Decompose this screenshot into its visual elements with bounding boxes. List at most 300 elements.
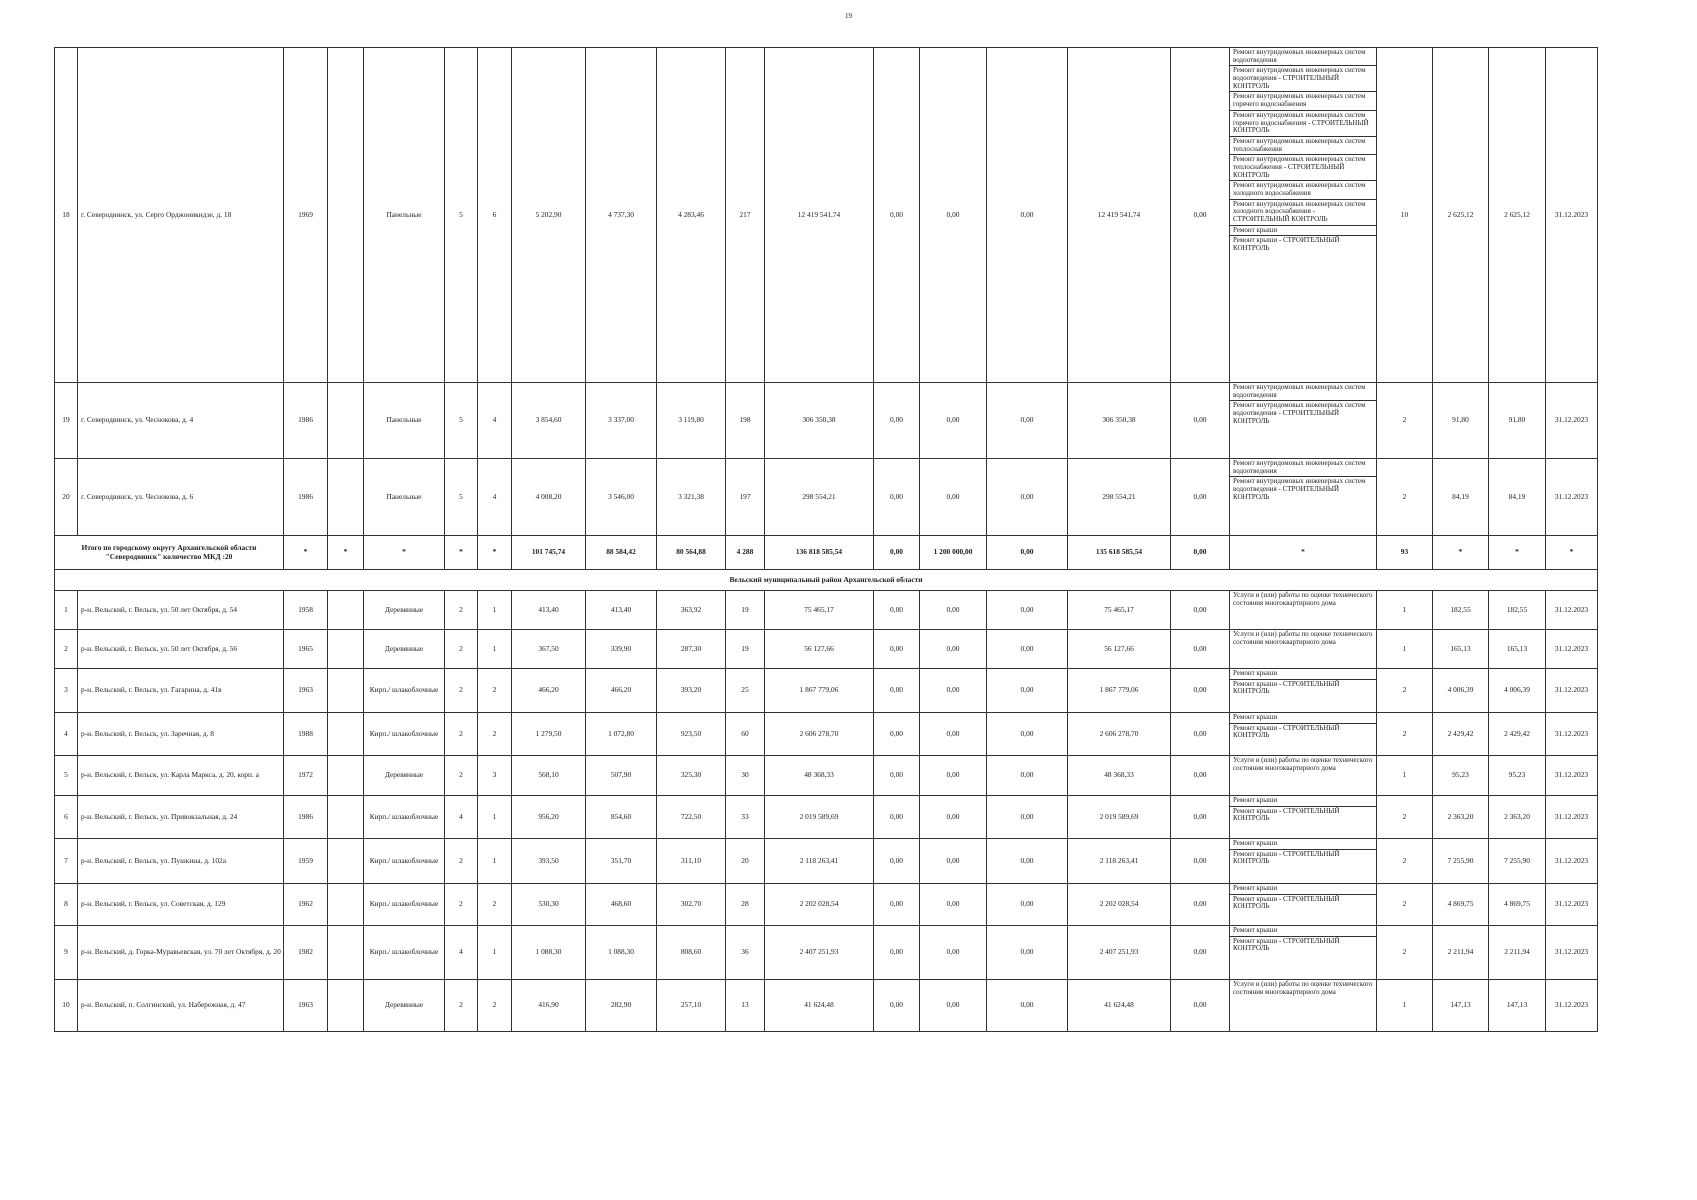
work-item: Ремонт внутридомовых инженерных систем водоотведения <box>1230 48 1376 66</box>
cost-limit-cell: 7 255,90 <box>1489 839 1546 884</box>
total-works: * <box>1230 536 1377 570</box>
area-total-cell: 413,40 <box>512 591 586 630</box>
address-cell: р-н. Вельский, г. Вельск, ул. Гагарина, д. 41в <box>78 669 284 713</box>
fund-4-cell: 41 624,48 <box>1068 980 1171 1032</box>
table-row <box>55 48 1598 383</box>
floors-cell: 2 <box>445 756 478 796</box>
work-item: Ремонт крыши - СТРОИТЕЛЬНЫЙ КОНТРОЛЬ <box>1233 236 1340 253</box>
cost-limit-cell: 147,13 <box>1489 980 1546 1032</box>
fund-2-cell: 0,00 <box>920 459 987 536</box>
deadline-cell: 31.12.2023 <box>1546 383 1598 459</box>
work-item: Ремонт внутридомовых инженерных систем водоотведения <box>1230 459 1376 477</box>
page-number: 19 <box>845 12 852 20</box>
cost-per-sqm-cell: 4 869,75 <box>1433 884 1489 926</box>
wall-material-cell: Кирп./ шлакоблочные <box>364 669 445 713</box>
area-residential-cell: 393,20 <box>657 669 726 713</box>
row-number-cell: 4 <box>55 713 78 756</box>
residents-cell: 33 <box>726 796 765 839</box>
floors-cell: 5 <box>445 48 478 383</box>
deadline-cell: 31.12.2023 <box>1546 669 1598 713</box>
deadline-cell: 31.12.2023 <box>1546 884 1598 926</box>
table-row <box>55 980 1598 1032</box>
works-count-cell: 1 <box>1377 980 1433 1032</box>
row-number-cell: 7 <box>55 839 78 884</box>
area-living-cell: 413,40 <box>586 591 657 630</box>
area-residential-cell: 4 283,46 <box>657 48 726 383</box>
floors-cell: 2 <box>445 591 478 630</box>
wall-material-cell: Деревянные <box>364 591 445 630</box>
entrances-cell: 1 <box>478 591 512 630</box>
residents-cell: 28 <box>726 884 765 926</box>
works-list-cell <box>1230 796 1377 839</box>
area-residential-cell: 3 119,80 <box>657 383 726 459</box>
year-built-cell: 1986 <box>284 459 328 536</box>
address-cell: р-н. Вельский, г. Вельск, ул. Советская, д. 129 <box>78 884 284 926</box>
works-list-cell <box>1230 669 1377 713</box>
entrances-cell: 2 <box>478 884 512 926</box>
fund-5-cell: 0,00 <box>1171 48 1230 383</box>
work-item: Ремонт крыши <box>1230 839 1376 850</box>
fund-2-cell: 0,00 <box>920 796 987 839</box>
cost-limit-cell: 165,13 <box>1489 630 1546 669</box>
entrances-cell: 1 <box>478 796 512 839</box>
work-item: Ремонт внутридомовых инженерных систем теплоснабжения <box>1230 137 1376 155</box>
work-item: Ремонт крыши - СТРОИТЕЛЬНЫЙ КОНТРОЛЬ <box>1233 849 1340 866</box>
residents-cell: 20 <box>726 839 765 884</box>
fund-1-cell: 0,00 <box>874 796 920 839</box>
deadline-cell: 31.12.2023 <box>1546 796 1598 839</box>
works-list-cell <box>1230 713 1377 756</box>
area-residential-cell: 923,50 <box>657 713 726 756</box>
blank-cell <box>328 591 364 630</box>
work-item: Ремонт внутридомовых инженерных систем водоотведения - СТРОИТЕЛЬНЫЙ КОНТРОЛЬ <box>1233 401 1366 425</box>
fund-1-cell: 0,00 <box>874 591 920 630</box>
works-list-cell <box>1230 630 1377 669</box>
work-item: Ремонт крыши <box>1230 884 1376 895</box>
work-item: Ремонт крыши <box>1230 226 1376 237</box>
deadline-cell: 31.12.2023 <box>1546 839 1598 884</box>
row-number-cell: 8 <box>55 884 78 926</box>
row-number-cell: 18 <box>55 48 78 383</box>
work-item: Услуги и (или) работы по оценке технического состояния многоквартирного дома <box>1233 980 1373 996</box>
fund-2-cell: 0,00 <box>920 591 987 630</box>
cost-limit-cell: 2 211,94 <box>1489 926 1546 980</box>
area-total-cell: 5 202,90 <box>512 48 586 383</box>
total-f5: 0,00 <box>1171 536 1230 570</box>
floors-cell: 4 <box>445 796 478 839</box>
work-item: Ремонт крыши - СТРОИТЕЛЬНЫЙ КОНТРОЛЬ <box>1233 679 1340 696</box>
table-row <box>55 756 1598 796</box>
fund-3-cell: 0,00 <box>987 796 1068 839</box>
cost-per-sqm-cell: 2 211,94 <box>1433 926 1489 980</box>
fund-5-cell: 0,00 <box>1171 459 1230 536</box>
fund-4-cell: 48 368,33 <box>1068 756 1171 796</box>
total-residents: 4 288 <box>726 536 765 570</box>
works-count-cell: 2 <box>1377 669 1433 713</box>
cost-total-cell: 1 867 779,06 <box>765 669 874 713</box>
area-residential-cell: 363,92 <box>657 591 726 630</box>
cost-per-sqm-cell: 147,13 <box>1433 980 1489 1032</box>
table-row <box>55 630 1598 669</box>
table-row <box>55 884 1598 926</box>
area-total-cell: 393,50 <box>512 839 586 884</box>
fund-2-cell: 0,00 <box>920 756 987 796</box>
entrances-cell: 1 <box>478 926 512 980</box>
fund-3-cell: 0,00 <box>987 48 1068 383</box>
total-row <box>55 536 1598 570</box>
total-area-total: 101 745,74 <box>512 536 586 570</box>
deadline-cell: 31.12.2023 <box>1546 756 1598 796</box>
table-row <box>55 926 1598 980</box>
floors-cell: 2 <box>445 713 478 756</box>
entrances-cell: 3 <box>478 756 512 796</box>
year-built-cell: 1982 <box>284 926 328 980</box>
cost-total-cell: 56 127,66 <box>765 630 874 669</box>
cost-per-sqm-cell: 84,19 <box>1433 459 1489 536</box>
fund-3-cell: 0,00 <box>987 884 1068 926</box>
address-cell: г. Северодвинск, ул. Серго Орджоникидзе, д. 18 <box>78 48 284 383</box>
residents-cell: 13 <box>726 980 765 1032</box>
blank-cell <box>328 756 364 796</box>
fund-3-cell: 0,00 <box>987 669 1068 713</box>
residents-cell: 25 <box>726 669 765 713</box>
fund-4-cell: 56 127,66 <box>1068 630 1171 669</box>
year-built-cell: 1986 <box>284 796 328 839</box>
work-item: Ремонт внутридомовых инженерных систем водоотведения <box>1230 383 1376 401</box>
area-living-cell: 468,60 <box>586 884 657 926</box>
cost-limit-cell: 2 429,42 <box>1489 713 1546 756</box>
floors-cell: 4 <box>445 926 478 980</box>
area-total-cell: 466,20 <box>512 669 586 713</box>
fund-5-cell: 0,00 <box>1171 630 1230 669</box>
works-list-cell <box>1230 756 1377 796</box>
cost-total-cell: 2 118 263,41 <box>765 839 874 884</box>
area-total-cell: 956,20 <box>512 796 586 839</box>
cost-total-cell: 2 202 028,54 <box>765 884 874 926</box>
works-list-cell <box>1230 591 1377 630</box>
fund-5-cell: 0,00 <box>1171 980 1230 1032</box>
fund-4-cell: 298 554,21 <box>1068 459 1171 536</box>
cost-per-sqm-cell: 2 625,12 <box>1433 48 1489 383</box>
work-item: Ремонт внутридомовых инженерных систем холодного водоснабжения <box>1230 181 1376 199</box>
works-count-cell: 2 <box>1377 383 1433 459</box>
wall-material-cell: Кирп./ шлакоблочные <box>364 926 445 980</box>
blank-cell <box>328 630 364 669</box>
cost-total-cell: 2 019 589,69 <box>765 796 874 839</box>
floors-cell: 5 <box>445 459 478 536</box>
floors-cell: 2 <box>445 839 478 884</box>
area-total-cell: 568,10 <box>512 756 586 796</box>
fund-1-cell: 0,00 <box>874 669 920 713</box>
entrances-cell: 6 <box>478 48 512 383</box>
work-item: Ремонт внутридомовых инженерных систем водоотведения - СТРОИТЕЛЬНЫЙ КОНТРОЛЬ <box>1230 66 1376 92</box>
row-number-cell: 10 <box>55 980 78 1032</box>
area-residential-cell: 3 321,38 <box>657 459 726 536</box>
area-living-cell: 351,70 <box>586 839 657 884</box>
entrances-cell: 2 <box>478 980 512 1032</box>
deadline-cell: 31.12.2023 <box>1546 926 1598 980</box>
address-cell: г. Северодвинск, ул. Чеснокова, д. 4 <box>78 383 284 459</box>
total-c1: * <box>1433 536 1489 570</box>
cost-total-cell: 75 465,17 <box>765 591 874 630</box>
year-built-cell: 1965 <box>284 630 328 669</box>
total-cost: 136 818 585,54 <box>765 536 874 570</box>
entrances-cell: 4 <box>478 383 512 459</box>
works-list-cell <box>1230 459 1377 536</box>
area-total-cell: 4 008,20 <box>512 459 586 536</box>
fund-3-cell: 0,00 <box>987 926 1068 980</box>
fund-2-cell: 0,00 <box>920 630 987 669</box>
cost-limit-cell: 4 006,39 <box>1489 669 1546 713</box>
work-item: Ремонт крыши <box>1230 926 1376 937</box>
section-header-row <box>55 570 1598 591</box>
table-row <box>55 591 1598 630</box>
fund-1-cell: 0,00 <box>874 713 920 756</box>
wall-material-cell: Деревянные <box>364 980 445 1032</box>
fund-3-cell: 0,00 <box>987 713 1068 756</box>
cost-limit-cell: 2 363,20 <box>1489 796 1546 839</box>
floors-cell: 2 <box>445 630 478 669</box>
row-number-cell: 19 <box>55 383 78 459</box>
fund-5-cell: 0,00 <box>1171 383 1230 459</box>
area-total-cell: 367,50 <box>512 630 586 669</box>
work-item: Ремонт крыши <box>1230 669 1376 680</box>
table-row <box>55 713 1598 756</box>
area-residential-cell: 287,30 <box>657 630 726 669</box>
works-count-cell: 2 <box>1377 884 1433 926</box>
blank-cell <box>328 713 364 756</box>
table-row <box>55 669 1598 713</box>
fund-4-cell: 2 118 263,41 <box>1068 839 1171 884</box>
table-row <box>55 459 1598 536</box>
row-number-cell: 9 <box>55 926 78 980</box>
address-cell: р-н. Вельский, г. Вельск, ул. Карла Маркса, д. 20, корп. а <box>78 756 284 796</box>
fund-4-cell: 12 419 541,74 <box>1068 48 1171 383</box>
row-number-cell: 5 <box>55 756 78 796</box>
area-total-cell: 3 854,60 <box>512 383 586 459</box>
year-built-cell: 1962 <box>284 884 328 926</box>
cost-limit-cell: 182,55 <box>1489 591 1546 630</box>
fund-1-cell: 0,00 <box>874 383 920 459</box>
residents-cell: 36 <box>726 926 765 980</box>
address-cell: р-н. Вельский, г. Вельск, ул. Привокзальная, д. 24 <box>78 796 284 839</box>
year-built-cell: 1969 <box>284 48 328 383</box>
area-living-cell: 3 546,00 <box>586 459 657 536</box>
entrances-cell: 1 <box>478 630 512 669</box>
works-count-cell: 2 <box>1377 796 1433 839</box>
total-c2: * <box>1489 536 1546 570</box>
fund-1-cell: 0,00 <box>874 926 920 980</box>
repair-program-table <box>54 47 1598 1032</box>
works-list-cell <box>1230 980 1377 1032</box>
works-count-cell: 1 <box>1377 630 1433 669</box>
residents-cell: 60 <box>726 713 765 756</box>
cost-total-cell: 298 554,21 <box>765 459 874 536</box>
cost-per-sqm-cell: 2 429,42 <box>1433 713 1489 756</box>
table-row <box>55 796 1598 839</box>
floors-cell: 2 <box>445 980 478 1032</box>
cost-per-sqm-cell: 2 363,20 <box>1433 796 1489 839</box>
cost-per-sqm-cell: 7 255,90 <box>1433 839 1489 884</box>
floors-cell: 2 <box>445 669 478 713</box>
wall-material-cell: Деревянные <box>364 630 445 669</box>
work-item: Ремонт внутридомовых инженерных систем горячего водоснабжения - СТРОИТЕЛЬНЫЙ КОНТРОЛЬ <box>1230 111 1376 137</box>
deadline-cell: 31.12.2023 <box>1546 630 1598 669</box>
address-cell: р-н. Вельский, п. Солгинский, ул. Набережная, д. 47 <box>78 980 284 1032</box>
area-living-cell: 3 337,00 <box>586 383 657 459</box>
wall-material-cell: Панельные <box>364 459 445 536</box>
fund-1-cell: 0,00 <box>874 630 920 669</box>
area-total-cell: 1 279,50 <box>512 713 586 756</box>
address-cell: г. Северодвинск, ул. Чеснокова, д. 6 <box>78 459 284 536</box>
entrances-cell: 1 <box>478 839 512 884</box>
residents-cell: 197 <box>726 459 765 536</box>
work-item: Ремонт внутридомовых инженерных систем водоотведения - СТРОИТЕЛЬНЫЙ КОНТРОЛЬ <box>1233 477 1366 501</box>
works-count-cell: 1 <box>1377 591 1433 630</box>
works-list-cell <box>1230 926 1377 980</box>
area-residential-cell: 302,70 <box>657 884 726 926</box>
fund-4-cell: 2 407 251,93 <box>1068 926 1171 980</box>
cost-per-sqm-cell: 91,80 <box>1433 383 1489 459</box>
fund-4-cell: 1 867 779,06 <box>1068 669 1171 713</box>
area-residential-cell: 325,30 <box>657 756 726 796</box>
address-cell: р-н. Вельский, д. Горка-Муравьевская, ул. 70 лет Октября, д. 20 <box>78 926 284 980</box>
work-item: Услуги и (или) работы по оценке технического состояния многоквартирного дома <box>1233 630 1373 646</box>
area-living-cell: 282,90 <box>586 980 657 1032</box>
total-area-res: 80 564,88 <box>657 536 726 570</box>
cost-limit-cell: 4 869,75 <box>1489 884 1546 926</box>
fund-2-cell: 0,00 <box>920 926 987 980</box>
work-item: Ремонт крыши <box>1230 713 1376 724</box>
blank-cell <box>328 669 364 713</box>
works-list-cell <box>1230 383 1377 459</box>
blank-cell <box>328 383 364 459</box>
fund-5-cell: 0,00 <box>1171 669 1230 713</box>
fund-4-cell: 2 019 589,69 <box>1068 796 1171 839</box>
fund-4-cell: 75 465,17 <box>1068 591 1171 630</box>
year-built-cell: 1959 <box>284 839 328 884</box>
fund-1-cell: 0,00 <box>874 884 920 926</box>
works-count-cell: 2 <box>1377 713 1433 756</box>
fund-2-cell: 0,00 <box>920 713 987 756</box>
fund-4-cell: 2 606 278,70 <box>1068 713 1171 756</box>
total-entrances: * <box>478 536 512 570</box>
year-built-cell: 1963 <box>284 669 328 713</box>
wall-material-cell: Панельные <box>364 48 445 383</box>
area-living-cell: 854,60 <box>586 796 657 839</box>
fund-5-cell: 0,00 <box>1171 926 1230 980</box>
cost-total-cell: 2 606 278,70 <box>765 713 874 756</box>
area-residential-cell: 808,60 <box>657 926 726 980</box>
work-item: Услуги и (или) работы по оценке технического состояния многоквартирного дома <box>1233 756 1373 772</box>
floors-cell: 2 <box>445 884 478 926</box>
cost-limit-cell: 95,23 <box>1489 756 1546 796</box>
wall-material-cell: Кирп./ шлакоблочные <box>364 839 445 884</box>
wall-material-cell: Деревянные <box>364 756 445 796</box>
area-living-cell: 466,20 <box>586 669 657 713</box>
residents-cell: 30 <box>726 756 765 796</box>
cost-limit-cell: 84,19 <box>1489 459 1546 536</box>
fund-5-cell: 0,00 <box>1171 756 1230 796</box>
cost-total-cell: 2 407 251,93 <box>765 926 874 980</box>
deadline-cell: 31.12.2023 <box>1546 459 1598 536</box>
work-item: Ремонт крыши <box>1230 796 1376 807</box>
residents-cell: 19 <box>726 630 765 669</box>
fund-2-cell: 0,00 <box>920 839 987 884</box>
work-item: Ремонт крыши - СТРОИТЕЛЬНЫЙ КОНТРОЛЬ <box>1233 806 1340 823</box>
fund-1-cell: 0,00 <box>874 48 920 383</box>
cost-total-cell: 48 368,33 <box>765 756 874 796</box>
works-count-cell: 2 <box>1377 926 1433 980</box>
fund-4-cell: 306 350,38 <box>1068 383 1171 459</box>
works-list-cell <box>1230 839 1377 884</box>
area-living-cell: 1 088,30 <box>586 926 657 980</box>
works-count-cell: 1 <box>1377 756 1433 796</box>
deadline-cell: 31.12.2023 <box>1546 48 1598 383</box>
cost-per-sqm-cell: 165,13 <box>1433 630 1489 669</box>
year-built-cell: 1986 <box>284 383 328 459</box>
area-total-cell: 416,90 <box>512 980 586 1032</box>
cost-per-sqm-cell: 4 006,39 <box>1433 669 1489 713</box>
blank-cell <box>328 459 364 536</box>
table-row <box>55 839 1598 884</box>
area-residential-cell: 257,10 <box>657 980 726 1032</box>
total-area-living: 88 584,42 <box>586 536 657 570</box>
total-date: * <box>1546 536 1598 570</box>
work-item: Услуги и (или) работы по оценке технического состояния многоквартирного дома <box>1233 591 1373 607</box>
year-built-cell: 1972 <box>284 756 328 796</box>
address-cell: р-н. Вельский, г. Вельск, ул. Пушкина, д. 102а <box>78 839 284 884</box>
row-number-cell: 3 <box>55 669 78 713</box>
wall-material-cell: Кирп./ шлакоблочные <box>364 884 445 926</box>
cost-total-cell: 12 419 541,74 <box>765 48 874 383</box>
area-living-cell: 339,90 <box>586 630 657 669</box>
cost-limit-cell: 2 625,12 <box>1489 48 1546 383</box>
fund-2-cell: 0,00 <box>920 669 987 713</box>
address-cell: р-н. Вельский, г. Вельск, ул. 50 лет Октября, д. 56 <box>78 630 284 669</box>
area-residential-cell: 722,50 <box>657 796 726 839</box>
work-item: Ремонт внутридомовых инженерных систем теплоснабжения - СТРОИТЕЛЬНЫЙ КОНТРОЛЬ <box>1230 155 1376 181</box>
blank-cell <box>328 926 364 980</box>
fund-5-cell: 0,00 <box>1171 884 1230 926</box>
entrances-cell: 2 <box>478 713 512 756</box>
fund-3-cell: 0,00 <box>987 591 1068 630</box>
total-f2: 1 200 000,00 <box>920 536 987 570</box>
row-number-cell: 1 <box>55 591 78 630</box>
works-list-cell <box>1230 48 1377 383</box>
fund-5-cell: 0,00 <box>1171 839 1230 884</box>
total-f3: 0,00 <box>987 536 1068 570</box>
wall-material-cell: Кирп./ шлакоблочные <box>364 796 445 839</box>
work-item: Ремонт крыши - СТРОИТЕЛЬНЫЙ КОНТРОЛЬ <box>1233 936 1340 953</box>
cost-per-sqm-cell: 182,55 <box>1433 591 1489 630</box>
works-list-cell <box>1230 884 1377 926</box>
row-number-cell: 6 <box>55 796 78 839</box>
cost-total-cell: 41 624,48 <box>765 980 874 1032</box>
work-item: Ремонт крыши - СТРОИТЕЛЬНЫЙ КОНТРОЛЬ <box>1233 723 1340 740</box>
residents-cell: 198 <box>726 383 765 459</box>
fund-3-cell: 0,00 <box>987 839 1068 884</box>
blank-cell <box>328 980 364 1032</box>
works-count-cell: 10 <box>1377 48 1433 383</box>
row-number-cell: 20 <box>55 459 78 536</box>
section-title: Вельский муниципальный район Архангельской области <box>55 570 1598 591</box>
area-living-cell: 4 737,30 <box>586 48 657 383</box>
deadline-cell: 31.12.2023 <box>1546 591 1598 630</box>
total-wall: * <box>364 536 445 570</box>
fund-2-cell: 0,00 <box>920 48 987 383</box>
wall-material-cell: Кирп./ шлакоблочные <box>364 713 445 756</box>
